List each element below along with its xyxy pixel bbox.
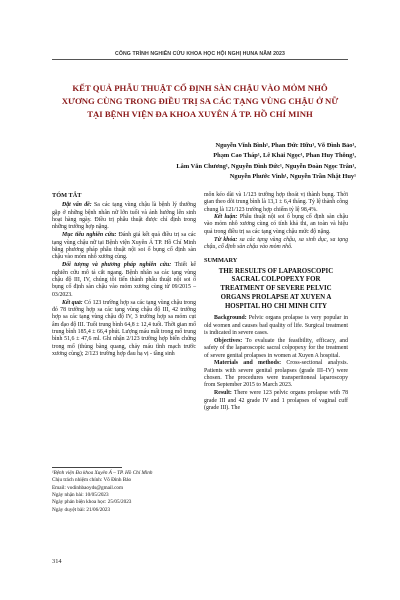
title-line: KẾT QUẢ PHẪU THUẬT CỐ ĐỊNH SÀN CHẬU VÀO MỎM NHÔ <box>72 83 328 93</box>
footnote-line: Ngày phản biện khoa học: 25/05/2023 <box>52 499 132 506</box>
section-text: sa các tạng vùng chậu, sa sinh dục, sa tạng chậu, cố định sàn chậu vào mỏm nhô. <box>204 236 348 250</box>
abstract-results-vn <box>52 300 196 359</box>
section-text: Pelvic organs prolapse is very popular in old women and causes bad quality of life. Surgical treatment is indicated in severe cases. <box>204 315 348 336</box>
header-rule <box>52 59 348 60</box>
abstract-objectives-en <box>204 338 348 360</box>
section-text: There were 123 pelvic organs prolapse with 78 grade III and 42 grade IV and 1 prolapses of vaginal cuff (grade III). The <box>204 390 348 412</box>
footnote-line: Ngày duyệt bài: 21/06/2023 <box>52 506 111 513</box>
author-line: Nguyễn Vĩnh Bình¹, Phan Đức Hữu¹, Võ Đình Bảo¹, <box>215 142 356 149</box>
title-line: TREATMENT OF SEVERE PELVIC <box>220 285 332 293</box>
title-line: THE RESULTS OF LAPAROSCOPIC <box>218 267 334 275</box>
author-list <box>60 141 356 183</box>
section-label: Kết quả: <box>62 299 83 306</box>
section-label: Đặt vấn đề: <box>62 202 92 209</box>
title-line: SACRAL COLPOPEXY FOR <box>231 276 321 284</box>
author-line: Lâm Văn Chương¹, Nguyễn Đình Đức¹, Nguyễn Đoàn Ngọc Trân¹, <box>176 162 356 170</box>
abstract-results-en <box>204 390 348 412</box>
section-text: Phẫu thuật nội soi ổ bụng cố định sàn chậu vào mỏm nhô xương cùng có tính khả thi, an toàn và hiệu quả trong điều trị sa các tạng vùng chậu mức độ nặng. <box>204 214 348 235</box>
title-line: XƯƠNG CÙNG TRONG ĐIỀU TRỊ SA CÁC TẠNG VÙNG CHẬU Ở NỮ <box>61 96 339 107</box>
section-text: Sa các tạng vùng chậu là bệnh lý thường gặp ở những bệnh nhân nữ lớn tuổi và ảnh hưởng lên sinh hoạt hàng ngày. Điều trị phẫu thuật được chỉ định trong những trường hợp nặng. <box>52 202 196 231</box>
section-text: To evaluate the feasibility, efficacy, and safety of the laparoscopic sacral colpopexy for the treatment of severe genital prolapses in women at Xuyen A hospital. <box>204 337 348 359</box>
author-line: Nguyễn Phước Vinh¹, Nguyễn Trần Nhật Huy¹ <box>229 173 356 181</box>
section-label: Materials and methods: <box>214 360 282 367</box>
abstract-methods-en <box>204 360 348 389</box>
title-line: ORGANS PROLAPSE AT XUYEN A <box>220 293 332 301</box>
page-number: 314 <box>52 558 62 565</box>
section-label: Từ khóa: <box>214 236 238 243</box>
footnote-line: Ngày nhận bài: 10/05/2023 <box>52 492 109 499</box>
footnote-rule <box>52 467 122 468</box>
title-line: TẠI BỆNH VIỆN ĐA KHOA XUYÊN Á TP. HỒ CHÍ MINH <box>87 109 313 120</box>
abstract-background-vn <box>52 202 196 231</box>
footnote-affiliation: ¹Bệnh viện Đa khoa Xuyên Á – TP. Hồ Chí Minh <box>52 470 153 476</box>
section-label: Đối tượng và phương pháp nghiên cứu: <box>62 262 172 269</box>
summary-heading-vn: TÓM TẮT <box>52 192 82 199</box>
abstract-methods-vn <box>52 262 196 299</box>
footnote-line: Chịu trách nhiệm chính: Võ Đình Bảo <box>52 477 132 484</box>
abstract-objectives-vn <box>52 232 196 261</box>
section-text: Đánh giá kết quả điều trị sa các tạng vùng chậu nữ tại Bệnh viện Xuyên Á TP. Hồ Chí Minh bằng phương pháp phẫu thuật nội soi ổ bụng cố định sàn chậu vào mỏm nhô xương cùng. <box>52 232 196 261</box>
paper-title-en <box>204 268 348 312</box>
footnote <box>52 470 200 514</box>
title-line: HOSPITAL HO CHI MINH CITY <box>224 302 328 310</box>
section-text: Cross-sectional analysis. Patients with severe genital prolapses (grade III–IV) were chosen. The procedures were transperitoneal laparoscopy from September 2015 to March 2023. <box>204 360 348 389</box>
section-label: Mục tiêu nghiên cứu: <box>62 232 117 239</box>
abstract-conclusion-vn <box>204 214 348 236</box>
section-label: Background: <box>214 315 247 322</box>
author-line: Phạm Cao Tháp¹, Lê Khải Ngọc¹, Phan Huy Thông¹, <box>213 152 356 160</box>
right-column <box>204 192 348 413</box>
section-label: Result: <box>214 390 232 397</box>
abstract-results-vn-continued: môn kéo dài và 1/123 trường hợp thoát vị thành bụng. Thời gian theo dõi trung bình là 13,1 ± 6,4 tháng. Tỷ lệ thành công chung là 121/123 trường hợp chiếm tỷ lệ 98,4%. <box>204 192 348 213</box>
section-text: Thiết kế nghiên cứu mô tả cắt ngang. Bệnh nhân sa các tạng vùng chậu độ III, IV, chúng tôi tiến thành phẫu thuật nội soi ổ bụng cố định sàn chậu vào mỏm xương cùng từ 09/2015 – 03/2023. <box>52 262 197 298</box>
paper-title-vn <box>58 82 342 122</box>
abstract-keywords-vn <box>204 237 348 252</box>
running-header: CÔNG TRÌNH NGHIÊN CỨU KHOA HỌC HỘI NGHỊ HUNA NĂM 2023 <box>114 51 286 57</box>
section-text: Có 123 trường hợp sa các tạng vùng chậu trong đó 78 trường hợp sa các tạng vùng chậu độ III, 42 trường hợp sa các tạng vùng chậu độ IV, 3 trường hợp sa mỏm cụt âm đạo độ III. Tuổi trung bình 64,8 ± 12,4 tuổi. Thời gian mổ trung bình 185,4 ± 66,4 phút. Lượng máu mất trong mổ trung bình 51,6 ± 47,6 ml. Ghi nhận 2/123 trường hợp biến chứng trong mổ (thủng bàng quang, chảy máu tĩnh mạch trước xương cùng); 2/123 trường hợp đau hạ vị - tầng sinh <box>52 299 197 357</box>
section-label: Kết luận: <box>214 214 238 221</box>
footnote-line: Email: vodinhbaoyds@gmail.com <box>52 484 124 491</box>
summary-heading-en: SUMMARY <box>204 257 238 265</box>
abstract-background-en <box>204 315 348 337</box>
section-label: Objectives: <box>214 337 243 344</box>
left-column <box>52 192 196 359</box>
